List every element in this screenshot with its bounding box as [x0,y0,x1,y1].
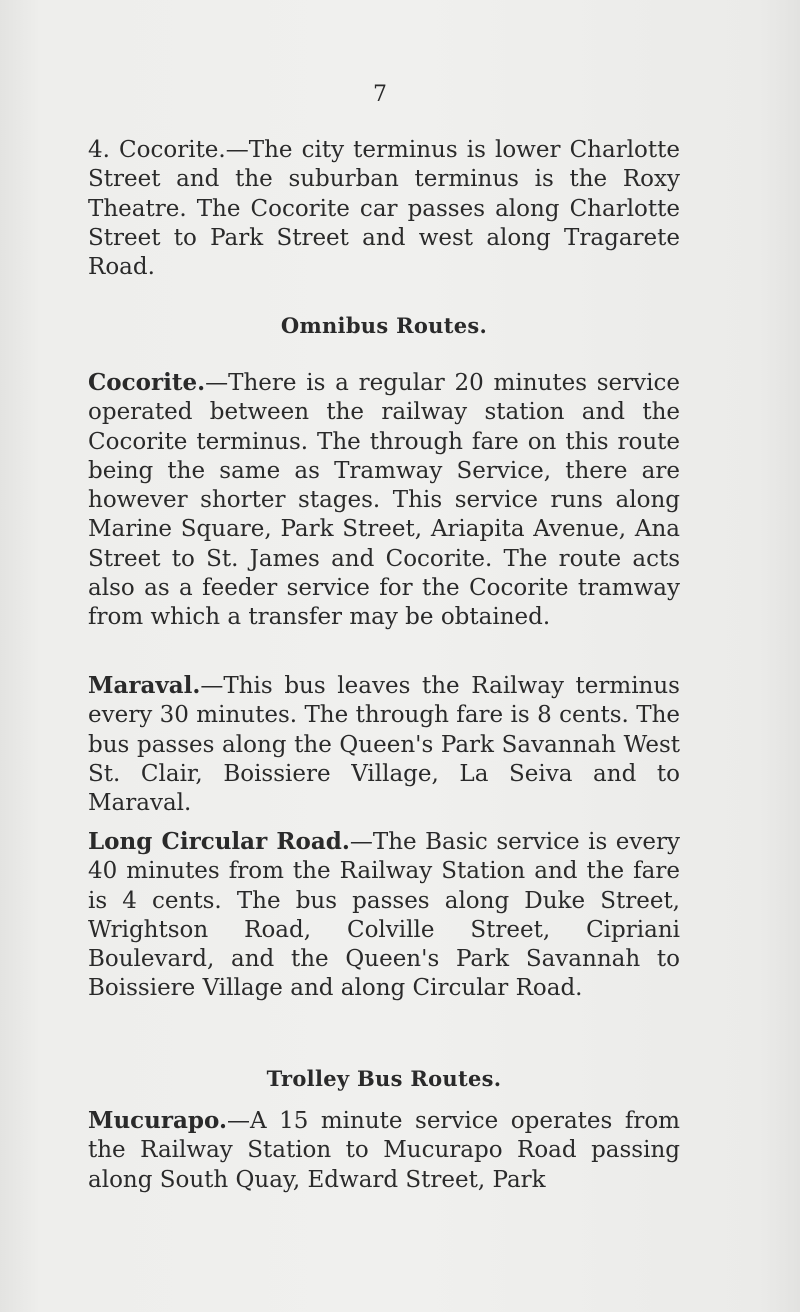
section-cocorite-bus [88,368,680,633]
paragraph-text: —This bus leaves the Railway terminus every 30 minutes. The through fare is 8 cents. The bus passes along the Queen's Park Savannah West St. Clair, Boissiere Village, La Seiva and to Maraval. [88,673,680,817]
paragraph-lead: Mucurapo. [88,1107,227,1134]
paragraph-maraval [88,671,680,818]
section-heading: Trolley Bus Routes. [266,1066,502,1091]
section-heading: Omnibus Routes. [280,313,488,338]
paragraph-mucurapo [88,1106,680,1195]
heading-omnibus-routes [88,313,680,338]
paragraph-text: —There is a regular 20 minutes service operated between the railway station and the Cocorite terminus. The through fare on this route being the same as Tramway Service, there are however shorter stages. This service runs along Marine Square, Park Street, Ariapita Avenue, Ana Street to St. James and Cocorite. The route acts also as a feeder service for the Cocorite tramway from which a transfer may be obtained. [88,370,680,631]
paragraph-text: —The city terminus is lower Charlotte Street and the suburban terminus is the Roxy Theatre. The Cocorite car passes along Charlotte Street to Park Street and west along Tragarete Road. [88,137,680,281]
section-maraval [88,671,680,818]
paragraph-cocorite-bus [88,368,680,633]
paragraph-lead: Long Circular Road. [88,828,350,855]
section-long-circular-road [88,827,680,1004]
paragraph-lead: Cocorite. [88,369,206,396]
heading-trolley-bus-routes [88,1066,680,1091]
paragraph-lead: Maraval. [88,672,201,699]
page-number: 7 [373,82,387,107]
paragraph-long-circular-road [88,827,680,1004]
paragraph-cocorite-tram [88,136,680,282]
paragraph-lead: 4. Cocorite. [88,137,226,163]
section-mucurapo [88,1106,680,1195]
paragraph-text: —The Basic service is every 40 minutes from the Railway Station and the fare is 4 cents. The bus passes along Duke Street, Wrightson Road, Colville Street, Cipriani Boulevard, and the Queen's Park Savannah to Boissiere Village and along Circular Road. [88,829,680,1002]
paragraph-text: —A 15 minute service operates from the Railway Station to Mucurapo Road passing along South Quay, Edward Street, Park [88,1108,680,1193]
section-cocorite-tram [88,136,680,282]
